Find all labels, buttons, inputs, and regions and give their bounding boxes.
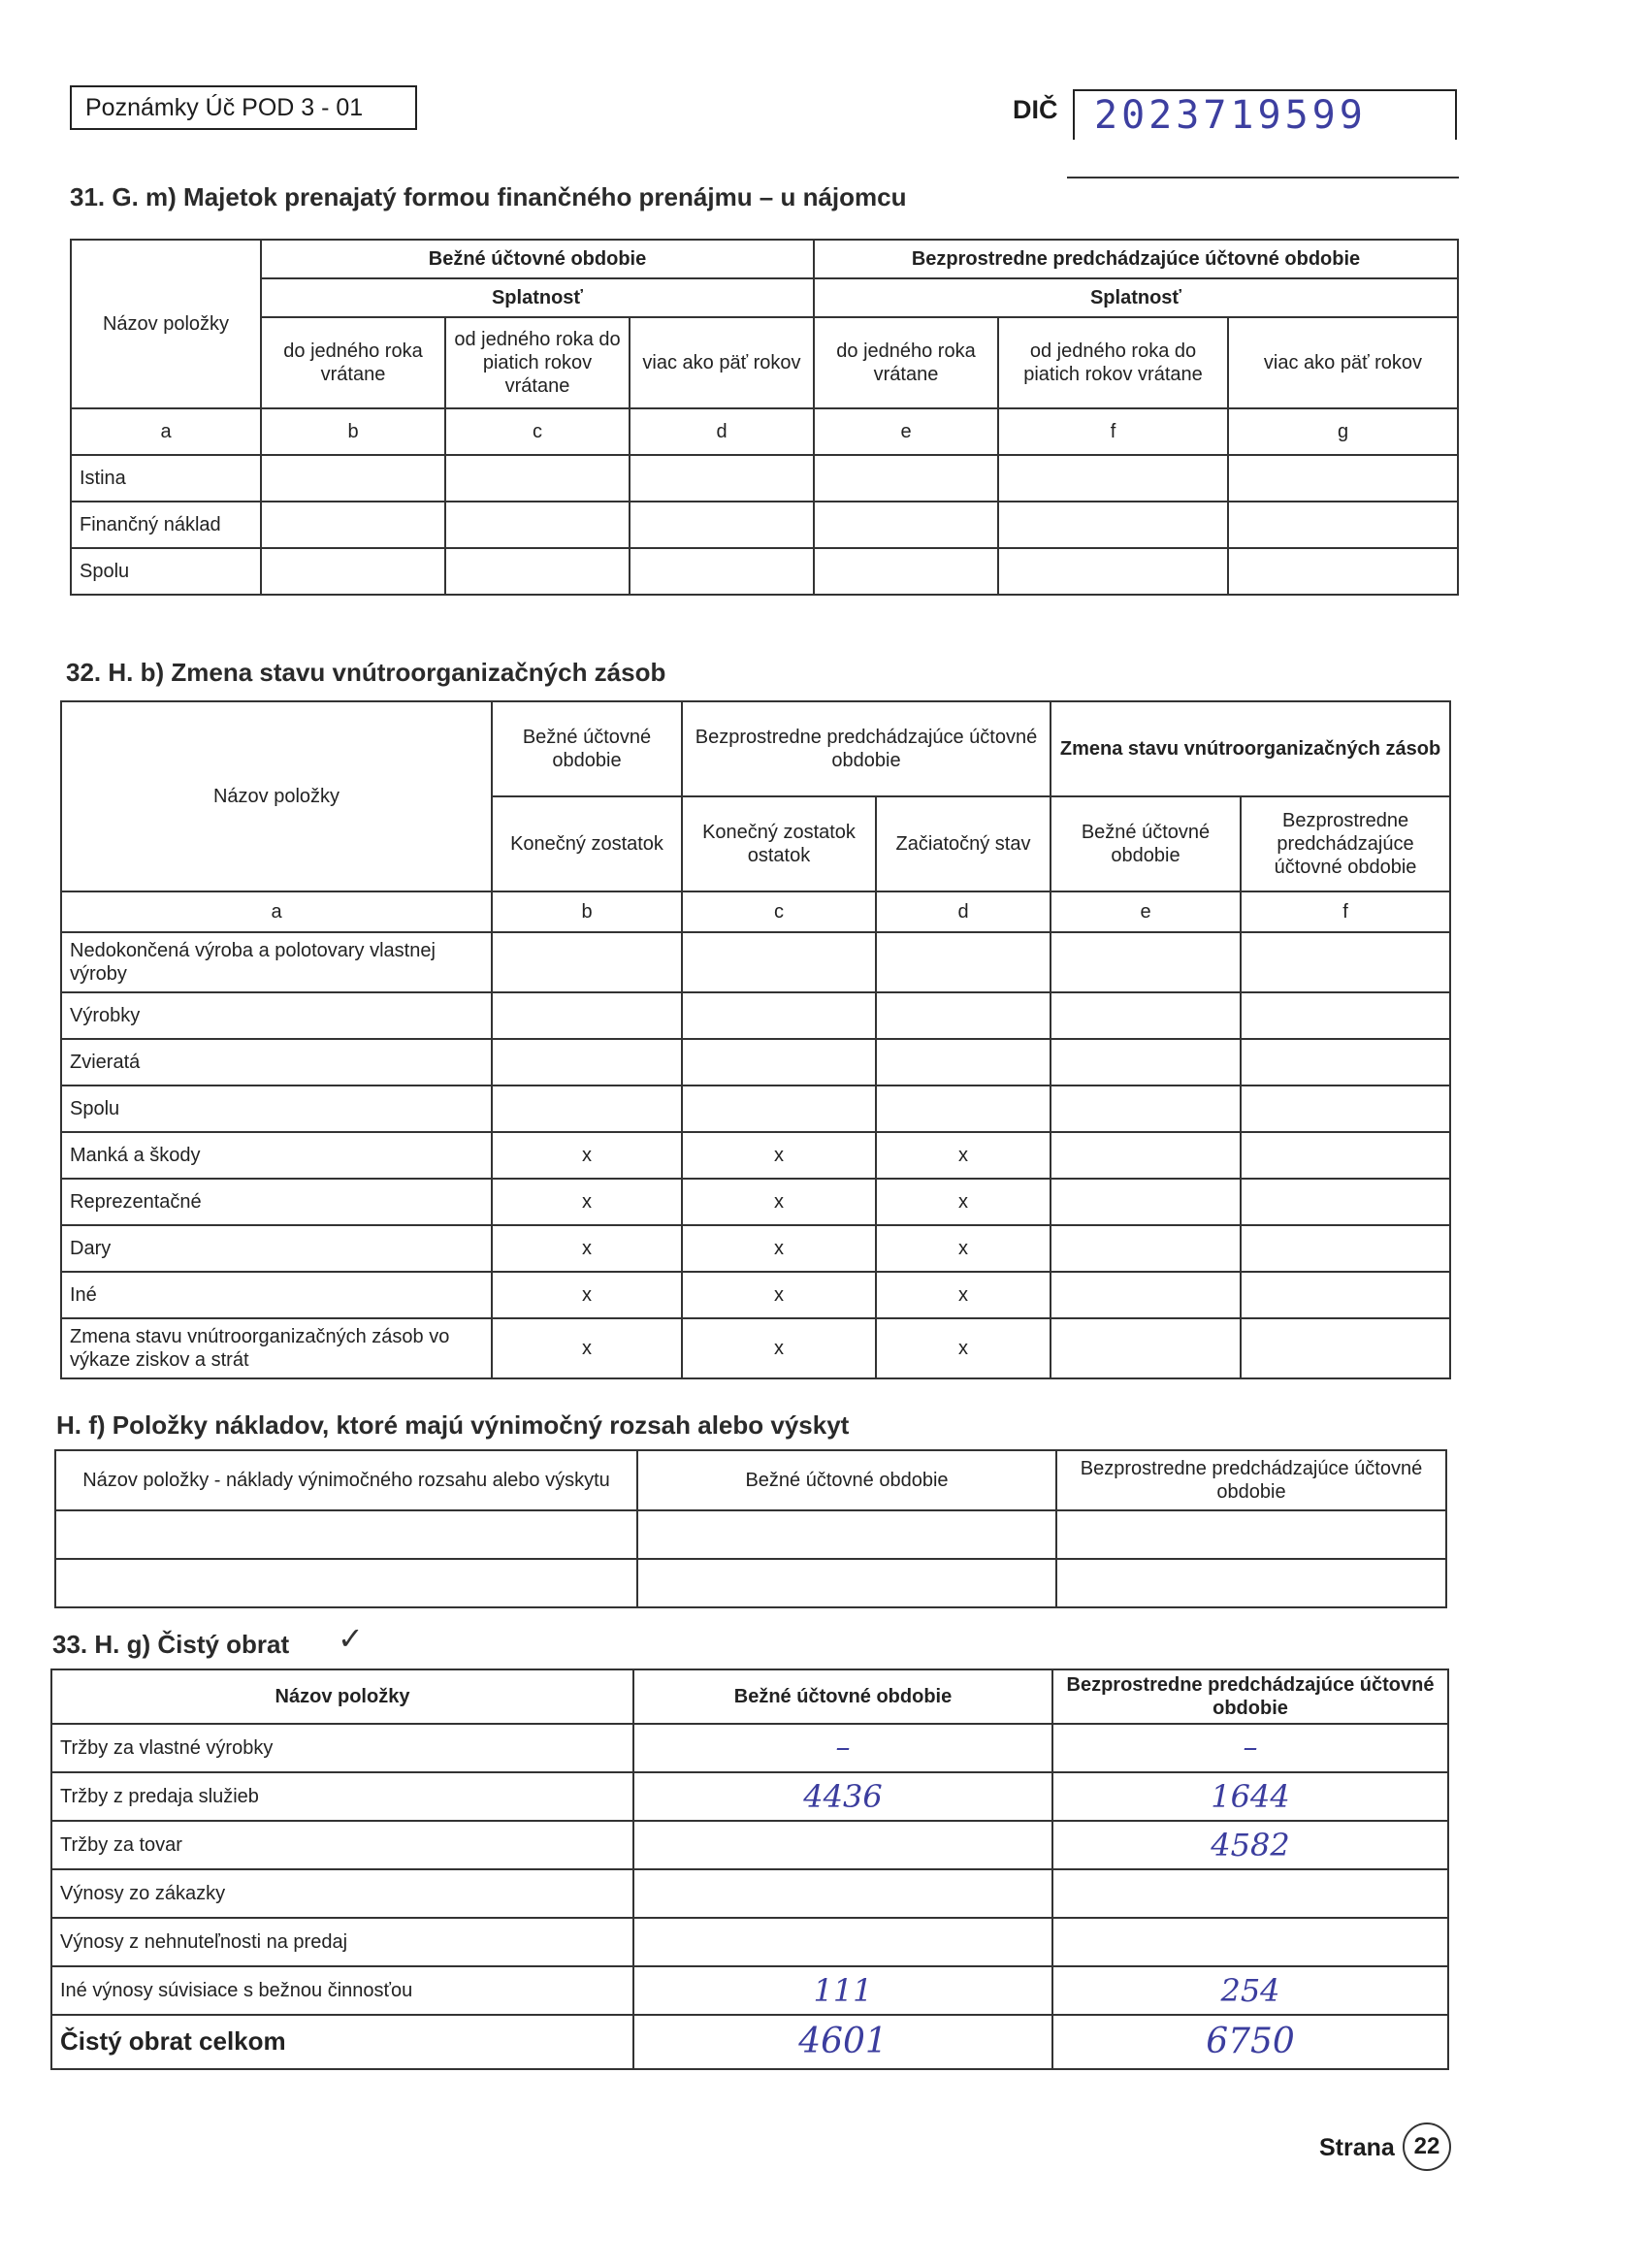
s33-previous-value: 254 (1052, 1966, 1448, 2015)
s33-previous-value: 4582 (1052, 1821, 1448, 1869)
form-title: Poznámky Úč POD 3 - 01 (70, 85, 417, 130)
s31-letter: e (814, 408, 998, 455)
s32-letter: e (1051, 891, 1241, 932)
s32-row-label: Manká a škody (61, 1132, 492, 1179)
s31-subcol: do jedného roka vrátane (261, 317, 445, 408)
s33-previous-value: 1644 (1052, 1772, 1448, 1821)
table-row (61, 932, 1450, 992)
page-number: 22 (1403, 2122, 1451, 2171)
section33-title: 33. H. g) Čistý obrat (52, 1630, 290, 1659)
s31-row-label: Istina (71, 455, 261, 502)
s31-subcol: viac ako päť rokov (1228, 317, 1458, 408)
table-row (55, 1510, 1446, 1559)
section31-table (70, 239, 1459, 596)
s33-current-value (633, 1821, 1052, 1869)
s33-previous-value (1052, 1869, 1448, 1918)
s31-letter: g (1228, 408, 1458, 455)
dic-value: 2023719599 (1094, 93, 1367, 138)
s32-row-label: Nedokončená výroba a polotovary vlastnej výroby (61, 932, 492, 992)
s33-current-value (633, 1869, 1052, 1918)
s33-current-value: 4436 (633, 1772, 1052, 1821)
s32-previous-period: Bezprostredne predchádzajúce účtovné obdobie (682, 701, 1051, 796)
s33-previous-period: Bezprostredne predchádzajúce účtovné obdobie (1052, 1669, 1448, 1724)
dic-label: DIČ (1013, 95, 1058, 124)
s33-col-name: Názov položky (51, 1669, 633, 1724)
s31-letter: a (71, 408, 261, 455)
s32-letter: f (1241, 891, 1450, 932)
table-row (51, 1869, 1448, 1918)
hf-col-name: Názov položky - náklady výnimočného rozsahu alebo výskytu (55, 1450, 637, 1510)
table-row (51, 1918, 1448, 1966)
s32-letter: b (492, 891, 682, 932)
s32-row-label: Iné (61, 1272, 492, 1318)
s32-row-label: Zvieratá (61, 1039, 492, 1085)
s33-current-value: – (633, 1724, 1052, 1772)
s32-row-label: Zmena stavu vnútroorganizačných zásob vo výkaze ziskov a strát (61, 1318, 492, 1378)
s31-splatnost-previous: Splatnosť (814, 278, 1458, 317)
table-row: Zmena stavu vnútroorganizačných zásob vo výkaze ziskov a strát x x x (61, 1318, 1450, 1378)
s33-previous-value: 6750 (1052, 2015, 1448, 2069)
section31-title: 31. G. m) Majetok prenajatý formou finančného prenájmu – u nájomcu (70, 182, 907, 211)
s33-row-label: Výnosy z nehnuteľnosti na predaj (51, 1918, 633, 1966)
s32-row-label: Reprezentačné (61, 1179, 492, 1225)
hf-current-period: Bežné účtovné obdobie (637, 1450, 1056, 1510)
s32-subcol: Konečný zostatok ostatok (682, 796, 876, 891)
table-row: Iné x x x (61, 1272, 1450, 1318)
s31-col-name: Názov položky (71, 240, 261, 408)
s32-letter: d (876, 891, 1051, 932)
s32-row-label: Dary (61, 1225, 492, 1272)
s31-letter: b (261, 408, 445, 455)
s31-subcol: do jedného roka vrátane (814, 317, 998, 408)
sectionHf-title: H. f) Položky nákladov, ktoré majú výnimočný rozsah alebo výskyt (56, 1410, 850, 1440)
table-row (71, 502, 1458, 548)
s32-row-label: Výrobky (61, 992, 492, 1039)
s31-current-period: Bežné účtovné obdobie (261, 240, 814, 278)
table-row (55, 1559, 1446, 1607)
s31-letter: c (445, 408, 630, 455)
table-row (51, 1772, 1448, 1821)
s31-subcol: od jedného roka do piatich rokov vrátane (998, 317, 1228, 408)
s33-row-label: Iné výnosy súvisiace s bežnou činnosťou (51, 1966, 633, 2015)
table-row (71, 548, 1458, 595)
table-row (51, 2015, 1448, 2069)
s31-letter: f (998, 408, 1228, 455)
section33-table (50, 1669, 1449, 2070)
table-row (71, 455, 1458, 502)
s31-subcol: od jedného roka do piatich rokov vrátane (445, 317, 630, 408)
s32-letter: c (682, 891, 876, 932)
s32-letter: a (61, 891, 492, 932)
s33-current-value: 111 (633, 1966, 1052, 2015)
hf-previous-period: Bezprostredne predchádzajúce účtovné obdobie (1056, 1450, 1446, 1510)
table-row (51, 1821, 1448, 1869)
table-row (61, 992, 1450, 1039)
table-row (51, 1966, 1448, 2015)
sectionHf-table (54, 1449, 1447, 1608)
s31-subcol: viac ako päť rokov (630, 317, 814, 408)
s33-row-label: Tržby za tovar (51, 1821, 633, 1869)
s33-row-label: Čistý obrat celkom (51, 2015, 633, 2069)
s33-row-label: Tržby z predaja služieb (51, 1772, 633, 1821)
s31-splatnost-current: Splatnosť (261, 278, 814, 317)
s33-current-value: 4601 (633, 2015, 1052, 2069)
s33-row-label: Tržby za vlastné výrobky (51, 1724, 633, 1772)
s32-subcol: Bezprostredne predchádzajúce účtovné obdobie (1241, 796, 1450, 891)
s31-letter: d (630, 408, 814, 455)
checkmark-icon: ✓ (338, 1621, 364, 1656)
s32-col-name: Názov položky (61, 701, 492, 891)
s33-current-value (633, 1918, 1052, 1966)
table-row (61, 1085, 1450, 1132)
table-row (61, 1039, 1450, 1085)
s32-current-period: Bežné účtovné obdobie (492, 701, 682, 796)
s33-row-label: Výnosy zo zákazky (51, 1869, 633, 1918)
s33-previous-value (1052, 1918, 1448, 1966)
s32-subcol: Konečný zostatok (492, 796, 682, 891)
section32-title: 32. H. b) Zmena stavu vnútroorganizačných zásob (66, 658, 666, 687)
table-row: Manká a škody x x x (61, 1132, 1450, 1179)
table-row: Dary x x x (61, 1225, 1450, 1272)
s32-subcol: Bežné účtovné obdobie (1051, 796, 1241, 891)
header-divider (1067, 177, 1459, 178)
s32-row-label: Spolu (61, 1085, 492, 1132)
s32-change: Zmena stavu vnútroorganizačných zásob (1051, 701, 1450, 796)
page-label: Strana (1319, 2134, 1395, 2161)
s32-subcol: Začiatočný stav (876, 796, 1051, 891)
s33-current-period: Bežné účtovné obdobie (633, 1669, 1052, 1724)
s31-row-label: Finančný náklad (71, 502, 261, 548)
s31-previous-period: Bezprostredne predchádzajúce účtovné obdobie (814, 240, 1458, 278)
s31-row-label: Spolu (71, 548, 261, 595)
table-row: Reprezentačné x x x (61, 1179, 1450, 1225)
s33-previous-value: – (1052, 1724, 1448, 1772)
section32-table (60, 700, 1451, 1379)
table-row (51, 1724, 1448, 1772)
